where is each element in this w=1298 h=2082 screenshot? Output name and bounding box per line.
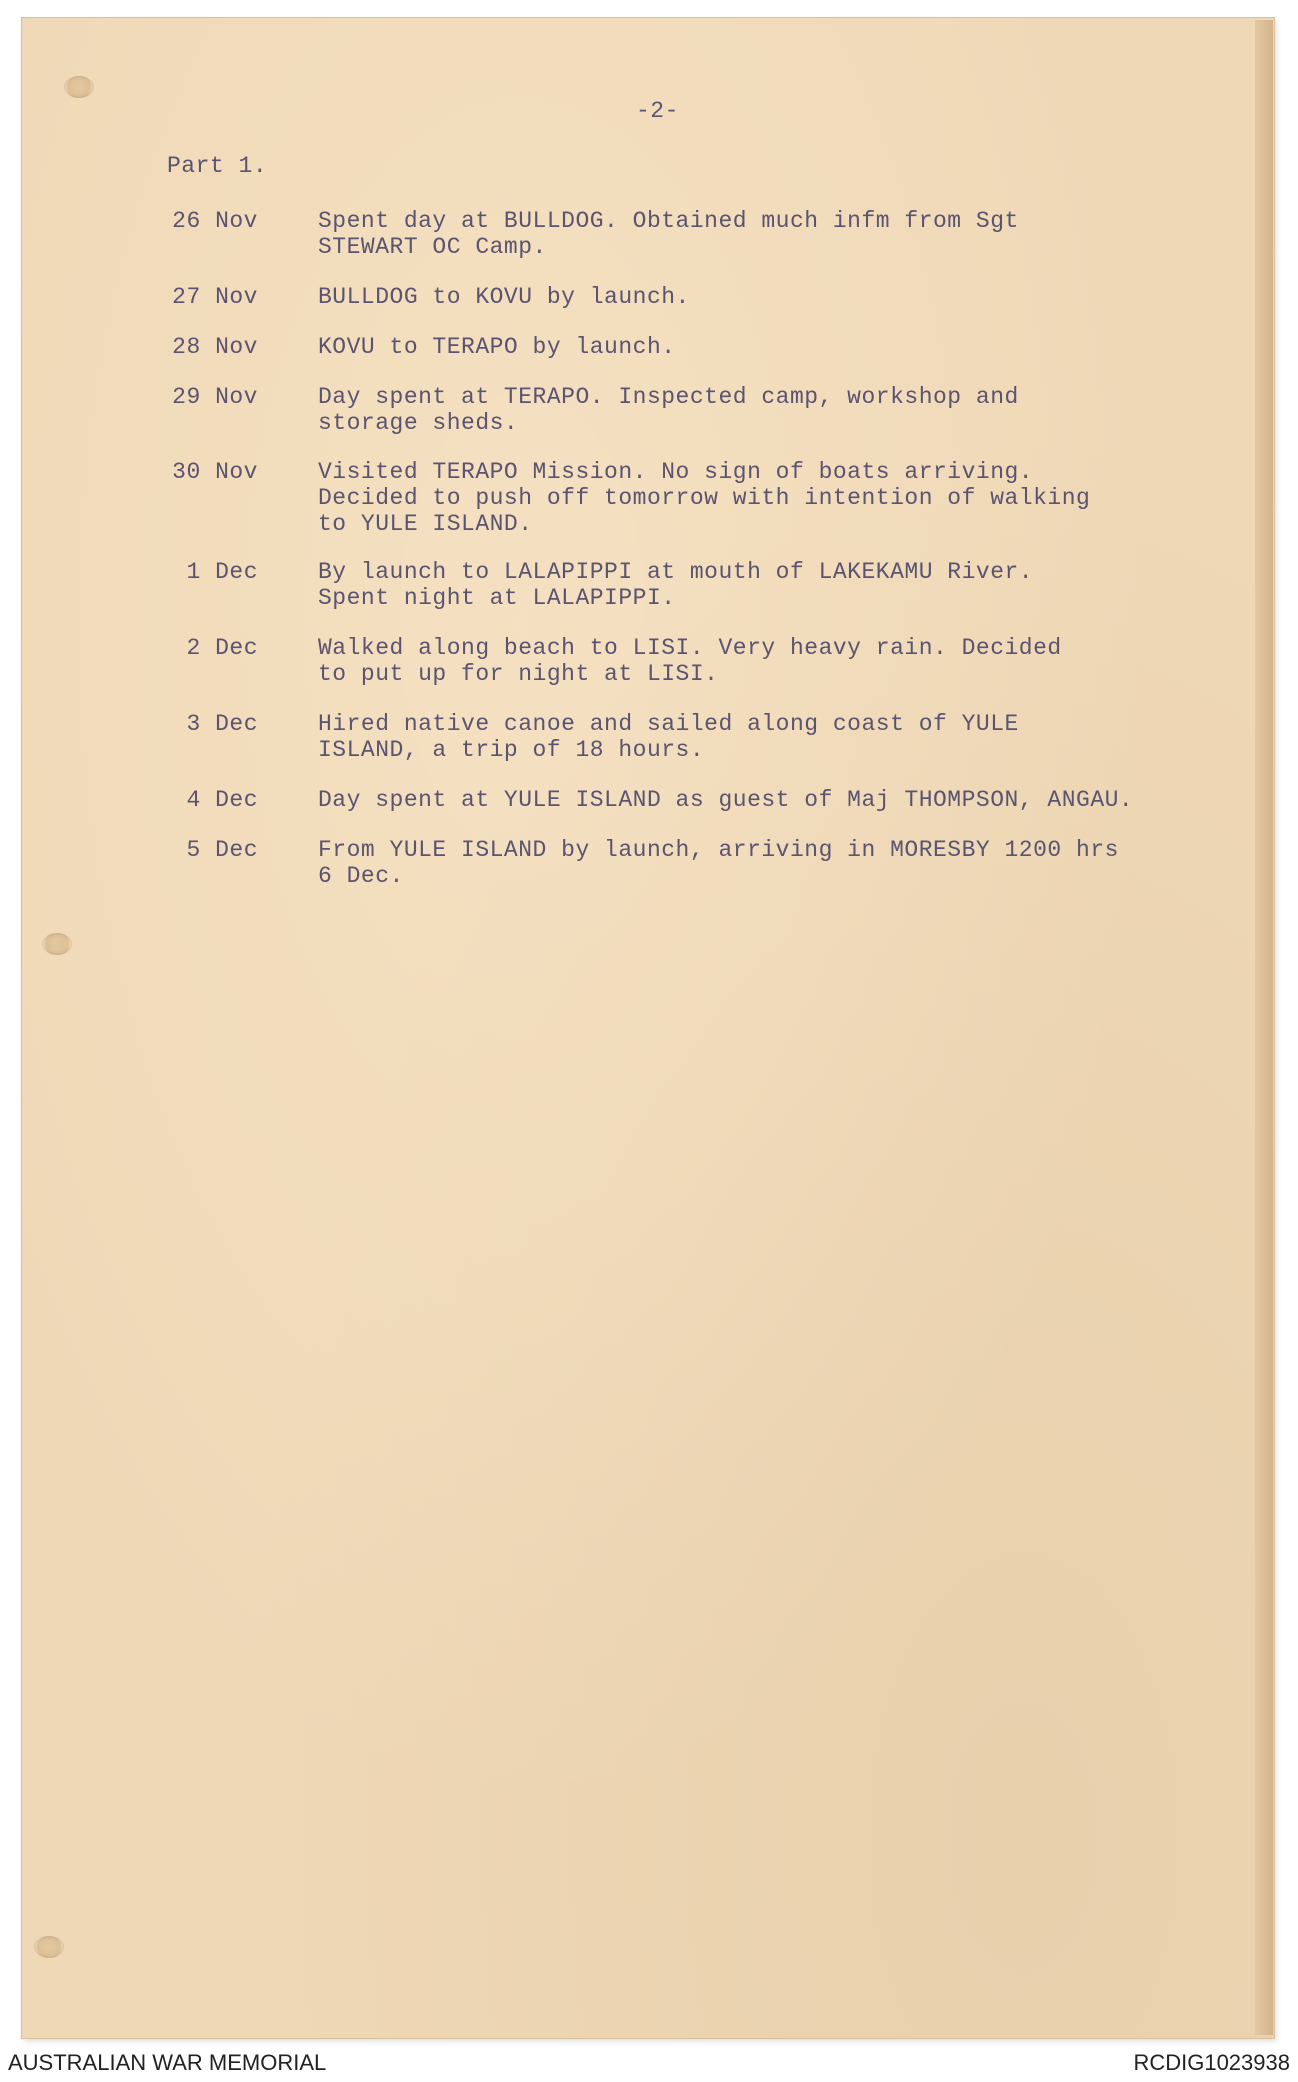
entry-date: 3 Dec <box>186 711 258 737</box>
archive-reference-id: RCDIG1023938 <box>1133 2050 1290 2075</box>
entry-text: Hired native canoe and sailed along coast of YULE ISLAND, a trip of 18 hours. <box>318 711 1019 763</box>
page-number: -2- <box>636 98 679 124</box>
entry-text: Day spent at YULE ISLAND as guest of Maj THOMPSON, ANGAU. <box>318 787 1134 813</box>
entry-text: Walked along beach to LISI. Very heavy rain. Decided to put up for night at LISI. <box>318 635 1062 687</box>
punch-hole-bottom <box>34 1936 64 1958</box>
entry-text: KOVU to TERAPO by launch. <box>318 334 676 360</box>
entry-text: Day spent at TERAPO. Inspected camp, workshop and storage sheds. <box>318 384 1019 436</box>
entry-date: 2 Dec <box>186 635 258 661</box>
entry-text: From YULE ISLAND by launch, arriving in MORESBY 1200 hrs 6 Dec. <box>318 837 1119 889</box>
punch-hole-middle <box>42 933 72 955</box>
entry-date: 1 Dec <box>186 559 258 585</box>
entry-date: 4 Dec <box>186 787 258 813</box>
entry-text: BULLDOG to KOVU by launch. <box>318 284 690 310</box>
entry-date: 26 Nov <box>172 208 258 234</box>
entry-date: 28 Nov <box>172 334 258 360</box>
entry-text: By launch to LALAPIPPI at mouth of LAKEKAMU River. Spent night at LALAPIPPI. <box>318 559 1034 611</box>
paper-sheet <box>22 18 1274 2038</box>
entry-date: 30 Nov <box>172 459 258 485</box>
entry-date: 29 Nov <box>172 384 258 410</box>
entry-date: 27 Nov <box>172 284 258 310</box>
punch-hole-top <box>64 76 94 98</box>
part-heading: Part 1. <box>167 153 268 179</box>
entry-text: Spent day at BULLDOG. Obtained much infm from Sgt STEWART OC Camp. <box>318 208 1019 260</box>
entry-text: Visited TERAPO Mission. No sign of boats arriving. Decided to push off tomorrow with intention of walking to YULE ISLAND. <box>318 459 1091 537</box>
entry-date: 5 Dec <box>186 837 258 863</box>
paper-edge-shadow <box>1255 20 1273 2035</box>
archive-credit: AUSTRALIAN WAR MEMORIAL <box>8 2050 327 2075</box>
